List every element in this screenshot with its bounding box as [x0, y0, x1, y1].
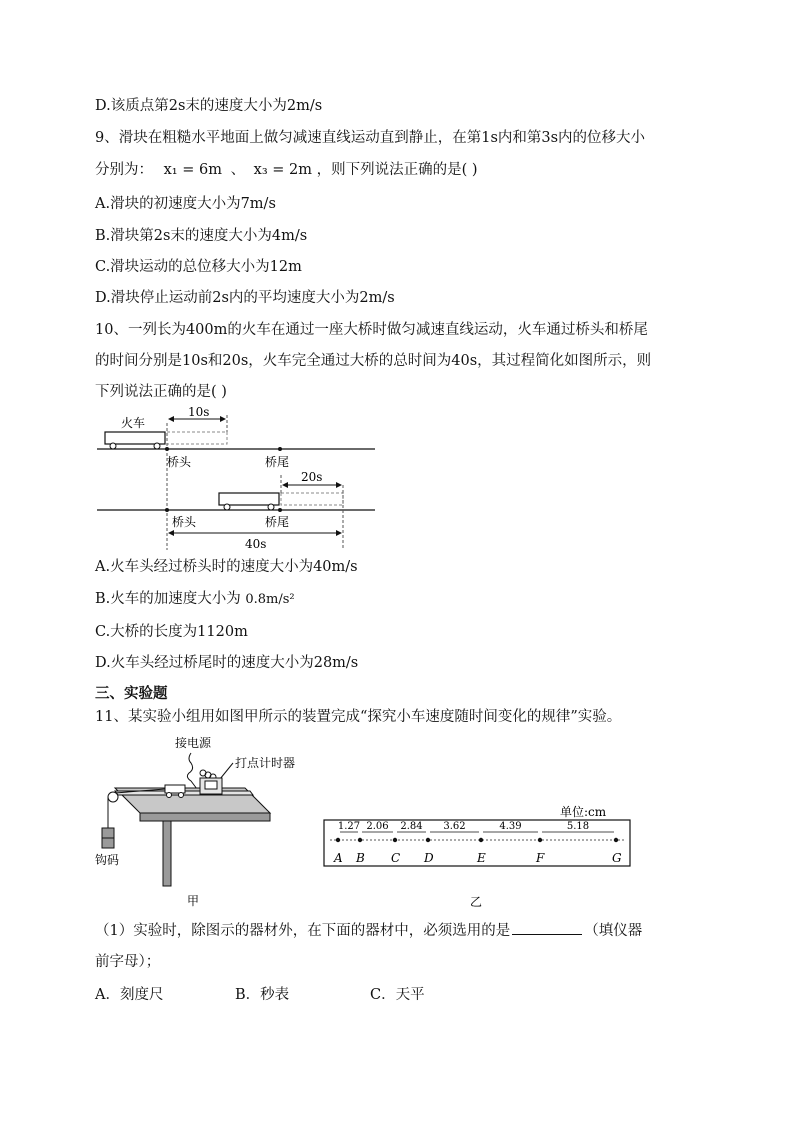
train-bottom: [219, 493, 279, 505]
q11-sub1-post: （填仪器: [584, 923, 643, 939]
tape-point-label: C: [391, 851, 401, 865]
distance-label: 4.39: [499, 821, 522, 832]
q10-train-bridge-diagram: [95, 405, 385, 555]
q11-sub1-line2: 前字母）；: [95, 954, 161, 970]
q9-x1: x₁ = 6m: [163, 162, 222, 178]
tape-point-d: [426, 838, 430, 842]
choice-a: A．刻度尺: [95, 987, 164, 1003]
distance-label: 5.18: [566, 821, 590, 832]
t1-label: 10s: [188, 405, 210, 419]
choice-b: B．秒表: [235, 987, 290, 1003]
q11-apparatus-figure: [95, 733, 295, 908]
unit-label: 单位:cm: [560, 805, 607, 819]
q10-option-b-value: 0.8m/s²: [245, 592, 295, 607]
tape-point-label: D: [424, 851, 434, 865]
q9-stem-line1: 9、滑块在粗糙水平地面上做匀减速直线运动直到静止，在第1s内和第3s内的位移大小: [95, 130, 646, 146]
q9-option-b: B.滑块第2s末的速度大小为4m/s: [95, 228, 308, 244]
bridge-tail-bottom: 桥尾: [265, 515, 290, 529]
answer-blank[interactable]: [512, 920, 582, 935]
t2-label: 20s: [301, 470, 323, 484]
tape-point-e: [479, 838, 483, 842]
total-label: 40s: [245, 537, 267, 551]
q9-option-a: A.滑块的初速度大小为7m/s: [95, 196, 276, 212]
fig-b-caption: 乙: [470, 895, 483, 909]
q10-stem-line3: 下列说法正确的是( ): [95, 384, 227, 400]
tape-point-g: [614, 838, 618, 842]
q10-stem-line2: 的时间分别是10s和20s，火车完全通过大桥的总时间为40s，其过程简化如图所示，则: [95, 353, 652, 369]
q10-option-b: [95, 589, 295, 610]
train-top: [105, 432, 165, 444]
q9-stem-line2: [95, 160, 478, 180]
distance-label: 2.84: [400, 821, 423, 832]
q9-option-c: C.滑块运动的总位移大小为12m: [95, 259, 302, 275]
tape-point-label: E: [477, 851, 486, 865]
bridge-head-bottom: 桥头: [172, 515, 197, 529]
q8-option-d: D.该质点第2s末的速度大小为2m/s: [95, 98, 323, 114]
power-label: 接电源: [175, 736, 212, 750]
distance-label: 2.06: [366, 821, 389, 832]
tape-point-label: F: [536, 851, 545, 865]
q9-stem-pre: 分别为：: [95, 162, 153, 178]
distance-label: 3.62: [443, 821, 466, 832]
train-label: 火车: [121, 416, 146, 430]
q10-stem-line1: 10、一列长为400m的火车在通过一座大桥时做匀减速直线运动，火车通过桥头和桥尾: [95, 322, 648, 338]
q10-option-a: A.火车头经过桥头时的速度大小为40m/s: [95, 559, 358, 575]
q9-option-d: D.滑块停止运动前2s内的平均速度大小为2m/s: [95, 290, 395, 306]
tape-point-a: [336, 838, 340, 842]
tape-point-c: [393, 838, 397, 842]
weight-label: 钩码: [95, 853, 120, 867]
distance-label: 1.27: [337, 821, 361, 832]
q10-option-c: C.大桥的长度为1120m: [95, 624, 248, 640]
q11-tape-figure: [320, 800, 640, 910]
q9-sep: 、: [230, 162, 246, 178]
bridge-tail-top: 桥尾: [265, 455, 290, 469]
tape-point-label: B: [356, 851, 365, 865]
timer-label: 打点计时器: [235, 756, 295, 770]
tape-point-f: [538, 838, 542, 842]
q10-option-b-text: B.火车的加速度大小为: [95, 591, 246, 607]
bridge-head-top: 桥头: [167, 455, 192, 469]
q11-stem: 11、某实验小组用如图甲所示的装置完成“探究小车速度随时间变化的规律”实验。: [95, 709, 622, 725]
fig-a-caption: 甲: [187, 894, 200, 908]
tape-point-label: G: [612, 851, 622, 865]
tape-point-b: [358, 838, 362, 842]
section-title: 三、实验题: [95, 685, 168, 702]
q9-x3: x₃ = 2m: [253, 162, 313, 178]
q11-sub1-pre: （1）实验时，除图示的器材外，在下面的器材中，必须选用的是: [95, 923, 511, 939]
tape-point-label: A: [334, 851, 343, 865]
choice-c: C．天平: [370, 987, 425, 1003]
q9-stem-post: ，则下列说法正确的是( ): [316, 162, 478, 178]
q11-sub1-line1: [95, 920, 642, 941]
q10-option-d: D.火车头经过桥尾时的速度大小为28m/s: [95, 655, 359, 671]
q11-choices: [95, 985, 425, 1005]
